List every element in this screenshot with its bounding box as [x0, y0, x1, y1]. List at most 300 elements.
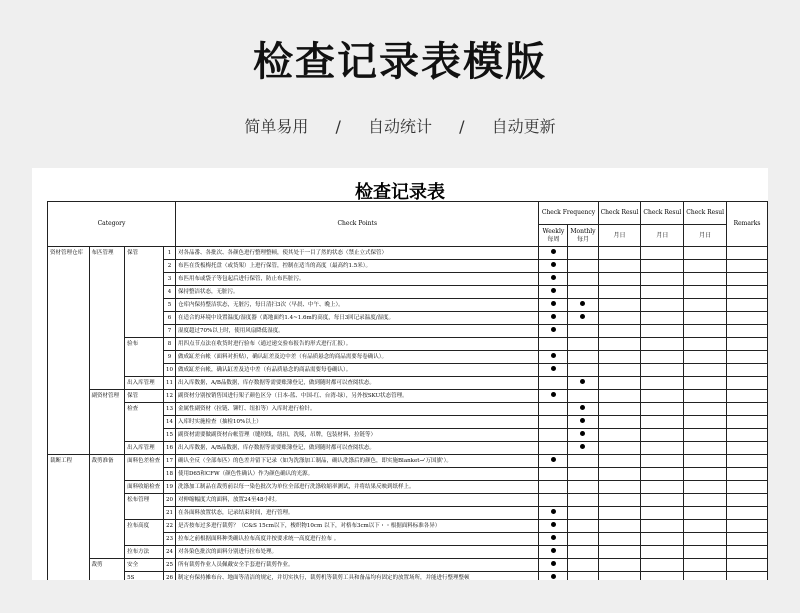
- weekly-cell[interactable]: [539, 338, 568, 351]
- result-cell[interactable]: [684, 312, 727, 325]
- remarks-cell[interactable]: [727, 533, 768, 546]
- item-number: 25: [164, 559, 176, 572]
- result-cell[interactable]: [598, 338, 641, 351]
- remarks-cell[interactable]: [727, 468, 768, 481]
- category-c1: [48, 481, 90, 494]
- category-c3: 验布: [125, 338, 164, 351]
- check-dot-icon: [580, 379, 585, 384]
- check-dot-icon: [551, 353, 556, 358]
- result-cell[interactable]: [598, 286, 641, 299]
- result-cell[interactable]: [598, 351, 641, 364]
- table-row: [48, 481, 768, 494]
- category-c1: [48, 364, 90, 377]
- result-cell[interactable]: [641, 507, 684, 520]
- weekly-cell[interactable]: [539, 247, 568, 260]
- item-number: 12: [164, 390, 176, 403]
- subtitle: [0, 114, 800, 137]
- result-cell[interactable]: [598, 247, 641, 260]
- check-dot-icon: [580, 405, 585, 410]
- remarks-cell[interactable]: [727, 429, 768, 442]
- item-number: 16: [164, 442, 176, 455]
- weekly-cell[interactable]: [539, 455, 568, 468]
- weekly-cell[interactable]: [539, 325, 568, 338]
- result-cell[interactable]: [598, 546, 641, 559]
- category-c3: [125, 364, 164, 377]
- item-number: 10: [164, 364, 176, 377]
- result-cell[interactable]: [684, 247, 727, 260]
- result-cell[interactable]: [598, 442, 641, 455]
- remarks-cell[interactable]: [727, 299, 768, 312]
- result-cell[interactable]: [641, 533, 684, 546]
- item-number: 21: [164, 507, 176, 520]
- result-cell[interactable]: [684, 390, 727, 403]
- category-c1: [48, 416, 90, 429]
- monthly-cell[interactable]: [568, 260, 598, 273]
- monthly-cell[interactable]: [568, 403, 598, 416]
- table-row: [48, 273, 768, 286]
- table-row: [48, 533, 768, 546]
- check-dot-icon: [551, 249, 556, 254]
- check-point-text: 对伸缩幅度大的面料，放置24至48小时。: [176, 494, 539, 507]
- category-c1: 资材管理仓库: [48, 247, 90, 260]
- remarks-cell[interactable]: [727, 338, 768, 351]
- category-c2: [89, 546, 125, 559]
- check-point-text: 是否按布过多进行裁剪？（C&S 15cm以下，梭织物10cm 以下，对格布3cm以下・・根据面料标准各异）: [176, 520, 539, 533]
- category-c1: [48, 559, 90, 572]
- check-dot-icon: [551, 327, 556, 332]
- monthly-cell[interactable]: [568, 559, 598, 572]
- table-row: [48, 312, 768, 325]
- category-c1: [48, 325, 90, 338]
- check-record-table: [47, 201, 768, 580]
- item-number: 20: [164, 494, 176, 507]
- check-dot-icon: [551, 366, 556, 371]
- remarks-cell[interactable]: [727, 546, 768, 559]
- check-point-text: 副资材分别按销售国进行架子颜色区分（日本-蓝、中国-红、台湾-绿），另外按SKU状态管理。: [176, 390, 539, 403]
- category-c3: 保管: [125, 247, 164, 260]
- remarks-cell[interactable]: [727, 351, 768, 364]
- check-point-text: 做成缸差台帐（面料对折贴），确认缸差及边中差（有品质悬念的商品需要每卷确认）。: [176, 351, 539, 364]
- result-cell[interactable]: [641, 559, 684, 572]
- result-cell[interactable]: [598, 364, 641, 377]
- table-row: [48, 325, 768, 338]
- check-dot-icon: [551, 314, 556, 319]
- category-c2: [89, 299, 125, 312]
- result-cell[interactable]: [598, 507, 641, 520]
- category-c1: [48, 273, 90, 286]
- table-row: [48, 351, 768, 364]
- result-cell[interactable]: [598, 325, 641, 338]
- result-cell[interactable]: [684, 377, 727, 390]
- result-cell[interactable]: [598, 481, 641, 494]
- remarks-cell[interactable]: [727, 260, 768, 273]
- category-c1: [48, 312, 90, 325]
- item-number: 15: [164, 429, 176, 442]
- header-date: 月日: [598, 225, 641, 247]
- weekly-cell[interactable]: [539, 286, 568, 299]
- result-cell[interactable]: [598, 494, 641, 507]
- remarks-cell[interactable]: [727, 572, 768, 581]
- table-body: [48, 247, 768, 581]
- result-cell[interactable]: [598, 260, 641, 273]
- remarks-cell[interactable]: [727, 325, 768, 338]
- category-c2: [89, 507, 125, 520]
- monthly-cell[interactable]: [568, 507, 598, 520]
- category-c3: 松布管理: [125, 494, 164, 507]
- remarks-cell[interactable]: [727, 481, 768, 494]
- category-c1: [48, 338, 90, 351]
- weekly-cell[interactable]: [539, 377, 568, 390]
- monthly-cell[interactable]: [568, 455, 598, 468]
- category-c3: [125, 429, 164, 442]
- result-cell[interactable]: [684, 325, 727, 338]
- category-c2: [89, 260, 125, 273]
- item-number: 23: [164, 533, 176, 546]
- weekly-cell[interactable]: [539, 312, 568, 325]
- result-cell[interactable]: [641, 273, 684, 286]
- table-row: [48, 286, 768, 299]
- header-monthly: Monthly每月: [568, 225, 598, 247]
- category-c1: [48, 533, 90, 546]
- monthly-cell[interactable]: [568, 377, 598, 390]
- result-cell[interactable]: [641, 364, 684, 377]
- result-cell[interactable]: [641, 351, 684, 364]
- result-cell[interactable]: [684, 299, 727, 312]
- weekly-cell[interactable]: [539, 572, 568, 581]
- result-cell[interactable]: [684, 481, 727, 494]
- category-c3: [125, 468, 164, 481]
- result-cell[interactable]: [641, 416, 684, 429]
- remarks-cell[interactable]: [727, 286, 768, 299]
- result-cell[interactable]: [641, 247, 684, 260]
- result-cell[interactable]: [684, 364, 727, 377]
- monthly-cell[interactable]: [568, 325, 598, 338]
- category-c1: [48, 377, 90, 390]
- check-point-text: 对各品番、各批次、各颜色进行整理整顿，使其处于一目了然的状态（禁止立式保管）: [176, 247, 539, 260]
- result-cell[interactable]: [684, 468, 727, 481]
- result-cell[interactable]: [641, 494, 684, 507]
- result-cell[interactable]: [684, 429, 727, 442]
- result-cell[interactable]: [684, 403, 727, 416]
- monthly-cell[interactable]: [568, 533, 598, 546]
- table-row: [48, 247, 768, 260]
- result-cell[interactable]: [641, 286, 684, 299]
- result-cell[interactable]: [598, 468, 641, 481]
- result-cell[interactable]: [641, 260, 684, 273]
- category-c2: [89, 364, 125, 377]
- weekly-cell[interactable]: [539, 351, 568, 364]
- remarks-cell[interactable]: [727, 247, 768, 260]
- category-c3: 面料色差检查: [125, 455, 164, 468]
- result-cell[interactable]: [684, 338, 727, 351]
- remarks-cell[interactable]: [727, 312, 768, 325]
- check-point-text: 副资材需要做副资材台帐管理（缝纫线，纽扣，洗唛，吊牌，包装材料，拉链等）: [176, 429, 539, 442]
- monthly-cell[interactable]: [568, 442, 598, 455]
- result-cell[interactable]: [641, 325, 684, 338]
- subtitle-item: 自动统计: [367, 117, 432, 136]
- result-cell[interactable]: [684, 442, 727, 455]
- item-number: 11: [164, 377, 176, 390]
- result-cell[interactable]: [684, 351, 727, 364]
- check-point-text: 做成缸差台帐，确认缸差及边中差（有品质悬念的商品需要每卷确认）。: [176, 364, 539, 377]
- weekly-cell[interactable]: [539, 520, 568, 533]
- result-cell[interactable]: [684, 520, 727, 533]
- result-cell[interactable]: [641, 455, 684, 468]
- result-cell[interactable]: [641, 338, 684, 351]
- result-cell[interactable]: [598, 572, 641, 581]
- weekly-cell[interactable]: [539, 364, 568, 377]
- monthly-cell[interactable]: [568, 286, 598, 299]
- check-dot-icon: [580, 314, 585, 319]
- table-row: [48, 455, 768, 468]
- remarks-cell[interactable]: [727, 377, 768, 390]
- item-number: 26: [164, 572, 176, 581]
- check-dot-icon: [551, 392, 556, 397]
- table-row: [48, 364, 768, 377]
- result-cell[interactable]: [598, 455, 641, 468]
- remarks-cell[interactable]: [727, 273, 768, 286]
- weekly-cell[interactable]: [539, 468, 568, 481]
- category-c3: 出入库管理: [125, 377, 164, 390]
- result-cell[interactable]: [598, 533, 641, 546]
- table-row: [48, 338, 768, 351]
- check-dot-icon: [551, 574, 556, 579]
- item-number: 3: [164, 273, 176, 286]
- monthly-cell[interactable]: [568, 273, 598, 286]
- check-dot-icon: [580, 301, 585, 306]
- weekly-cell[interactable]: [539, 507, 568, 520]
- check-point-text: 洗涤加工制品在裁剪前以每一染色批次为单位全部进行洗涤收缩率测试，并将结果反映到纸样上。: [176, 481, 539, 494]
- check-dot-icon: [551, 522, 556, 527]
- result-cell[interactable]: [684, 416, 727, 429]
- subtitle-item: 自动更新: [491, 117, 556, 136]
- category-c2: [89, 377, 125, 390]
- category-c3: 面料收缩检查: [125, 481, 164, 494]
- result-cell[interactable]: [641, 572, 684, 581]
- remarks-cell[interactable]: [727, 494, 768, 507]
- result-cell[interactable]: [641, 312, 684, 325]
- category-c1: [48, 299, 90, 312]
- table-row: [48, 468, 768, 481]
- monthly-cell[interactable]: [568, 481, 598, 494]
- result-cell[interactable]: [684, 507, 727, 520]
- check-dot-icon: [580, 431, 585, 436]
- result-cell[interactable]: [641, 468, 684, 481]
- result-cell[interactable]: [684, 533, 727, 546]
- item-number: 7: [164, 325, 176, 338]
- monthly-cell[interactable]: [568, 572, 598, 581]
- category-c2: [89, 481, 125, 494]
- monthly-cell[interactable]: [568, 312, 598, 325]
- check-dot-icon: [551, 548, 556, 553]
- monthly-cell[interactable]: [568, 247, 598, 260]
- weekly-cell[interactable]: [539, 546, 568, 559]
- result-cell[interactable]: [641, 299, 684, 312]
- result-cell[interactable]: [684, 260, 727, 273]
- result-cell[interactable]: [684, 546, 727, 559]
- result-cell[interactable]: [598, 390, 641, 403]
- result-cell[interactable]: [598, 520, 641, 533]
- result-cell[interactable]: [684, 559, 727, 572]
- table-row: [48, 494, 768, 507]
- monthly-cell[interactable]: [568, 364, 598, 377]
- header-frequency: Check Frequency: [539, 202, 598, 225]
- monthly-cell[interactable]: [568, 520, 598, 533]
- result-cell[interactable]: [684, 455, 727, 468]
- check-point-text: 在各面料放置状态，记录结束时间，进行管理。: [176, 507, 539, 520]
- weekly-cell[interactable]: [539, 481, 568, 494]
- header-date: 月日: [684, 225, 727, 247]
- subtitle-separator: /: [459, 117, 465, 136]
- item-number: 14: [164, 416, 176, 429]
- result-cell[interactable]: [598, 403, 641, 416]
- remarks-cell[interactable]: [727, 507, 768, 520]
- remarks-cell[interactable]: [727, 403, 768, 416]
- check-point-text: 出入库数据，A/B品数据，库存数据等需要账簿登记，做到随时都可以查阅状态。: [176, 442, 539, 455]
- monthly-cell[interactable]: [568, 416, 598, 429]
- check-point-text: 湿度超过70%以上时，使用风扇降低湿度。: [176, 325, 539, 338]
- item-number: 24: [164, 546, 176, 559]
- result-cell[interactable]: [641, 390, 684, 403]
- table-row: [48, 429, 768, 442]
- category-c3: [125, 312, 164, 325]
- check-point-text: 所有裁剪作业人员佩戴安全手套进行裁剪作业。: [176, 559, 539, 572]
- result-cell[interactable]: [598, 312, 641, 325]
- check-dot-icon: [580, 418, 585, 423]
- check-point-text: 拉布之前根据面料种类确认拉布高度并按要求统一高度进行拉布 。: [176, 533, 539, 546]
- category-c1: [48, 390, 90, 403]
- remarks-cell[interactable]: [727, 442, 768, 455]
- check-point-text: 对各染色批次的面料分别进行拉布处理。: [176, 546, 539, 559]
- sheet-preview: [32, 168, 768, 580]
- table-row: [48, 390, 768, 403]
- item-number: 6: [164, 312, 176, 325]
- check-dot-icon: [551, 509, 556, 514]
- table-row: [48, 559, 768, 572]
- result-cell[interactable]: [684, 494, 727, 507]
- check-point-text: 制定有保持摊布台、地面等清洁的规定，并切实执行，裁剪机等裁剪工具和备品均有固定的放置场所，并能进行整理整顿: [176, 572, 539, 581]
- remarks-cell[interactable]: [727, 520, 768, 533]
- weekly-cell[interactable]: [539, 429, 568, 442]
- check-dot-icon: [551, 457, 556, 462]
- result-cell[interactable]: [598, 273, 641, 286]
- category-c3: 出入库管理: [125, 442, 164, 455]
- monthly-cell[interactable]: [568, 351, 598, 364]
- weekly-cell[interactable]: [539, 403, 568, 416]
- result-cell[interactable]: [684, 273, 727, 286]
- header-weekly: Weekly每周: [539, 225, 568, 247]
- remarks-cell[interactable]: [727, 455, 768, 468]
- weekly-cell[interactable]: [539, 533, 568, 546]
- category-c2: [89, 325, 125, 338]
- table-row: [48, 377, 768, 390]
- category-c1: [48, 546, 90, 559]
- category-c3: [125, 507, 164, 520]
- header-date: 月日: [641, 225, 684, 247]
- weekly-cell[interactable]: [539, 442, 568, 455]
- weekly-cell[interactable]: [539, 390, 568, 403]
- result-cell[interactable]: [641, 442, 684, 455]
- category-c1: 裁断工程: [48, 455, 90, 468]
- category-c3: [125, 351, 164, 364]
- item-number: 18: [164, 468, 176, 481]
- result-cell[interactable]: [641, 429, 684, 442]
- category-c2: [89, 520, 125, 533]
- category-c2: [89, 403, 125, 416]
- monthly-cell[interactable]: [568, 338, 598, 351]
- item-number: 22: [164, 520, 176, 533]
- remarks-cell[interactable]: [727, 364, 768, 377]
- result-cell[interactable]: [598, 299, 641, 312]
- category-c1: [48, 494, 90, 507]
- remarks-cell[interactable]: [727, 559, 768, 572]
- result-cell[interactable]: [641, 377, 684, 390]
- monthly-cell[interactable]: [568, 494, 598, 507]
- result-cell[interactable]: [598, 416, 641, 429]
- weekly-cell[interactable]: [539, 299, 568, 312]
- remarks-cell[interactable]: [727, 416, 768, 429]
- monthly-cell[interactable]: [568, 390, 598, 403]
- weekly-cell[interactable]: [539, 416, 568, 429]
- result-cell[interactable]: [641, 481, 684, 494]
- header-result: Check Resul: [598, 202, 641, 225]
- category-c1: [48, 468, 90, 481]
- check-dot-icon: [551, 275, 556, 280]
- weekly-cell[interactable]: [539, 494, 568, 507]
- weekly-cell[interactable]: [539, 559, 568, 572]
- check-point-text: 保持整洁状态，无脏污。: [176, 286, 539, 299]
- category-c1: [48, 260, 90, 273]
- category-c3: 拉布方法: [125, 546, 164, 559]
- monthly-cell[interactable]: [568, 429, 598, 442]
- check-point-text: 在适合的环境中设置温度/湿度器（离地面约1.4~1.6m的高度，每日3回记录温度/湿度。: [176, 312, 539, 325]
- result-cell[interactable]: [684, 286, 727, 299]
- result-cell[interactable]: [684, 572, 727, 581]
- check-point-text: 仓库内保持整洁状态，无脏污，每日清扫3次（早晨、中午、晚上）。: [176, 299, 539, 312]
- category-c3: 检查: [125, 403, 164, 416]
- item-number: 1: [164, 247, 176, 260]
- monthly-cell[interactable]: [568, 299, 598, 312]
- check-point-text: 确认全反（全部布匹）的色差并留下记录（如为洗涤加工制品，确认洗涤后的颜色，即实施Blanket→'万国旗'）。: [176, 455, 539, 468]
- weekly-cell[interactable]: [539, 260, 568, 273]
- category-c3: [125, 273, 164, 286]
- category-c1: [48, 572, 90, 581]
- item-number: 2: [164, 260, 176, 273]
- category-c2: 裁剪准备: [89, 455, 125, 468]
- check-dot-icon: [551, 288, 556, 293]
- category-c1: [48, 442, 90, 455]
- result-cell[interactable]: [641, 546, 684, 559]
- category-c2: [89, 338, 125, 351]
- table-row: [48, 572, 768, 581]
- check-dot-icon: [580, 444, 585, 449]
- category-c3: 5S: [125, 572, 164, 581]
- result-cell[interactable]: [598, 377, 641, 390]
- monthly-cell[interactable]: [568, 468, 598, 481]
- table-row: [48, 299, 768, 312]
- monthly-cell[interactable]: [568, 546, 598, 559]
- result-cell[interactable]: [641, 520, 684, 533]
- result-cell[interactable]: [641, 403, 684, 416]
- check-point-text: 金属性副资材（拉链、铆钉、纽扣等）入库时进行检针。: [176, 403, 539, 416]
- weekly-cell[interactable]: [539, 273, 568, 286]
- remarks-cell[interactable]: [727, 390, 768, 403]
- result-cell[interactable]: [598, 429, 641, 442]
- subtitle-separator: /: [335, 117, 341, 136]
- category-c3: [125, 533, 164, 546]
- page-title: 检查记录表模版: [253, 39, 547, 85]
- result-cell[interactable]: [598, 559, 641, 572]
